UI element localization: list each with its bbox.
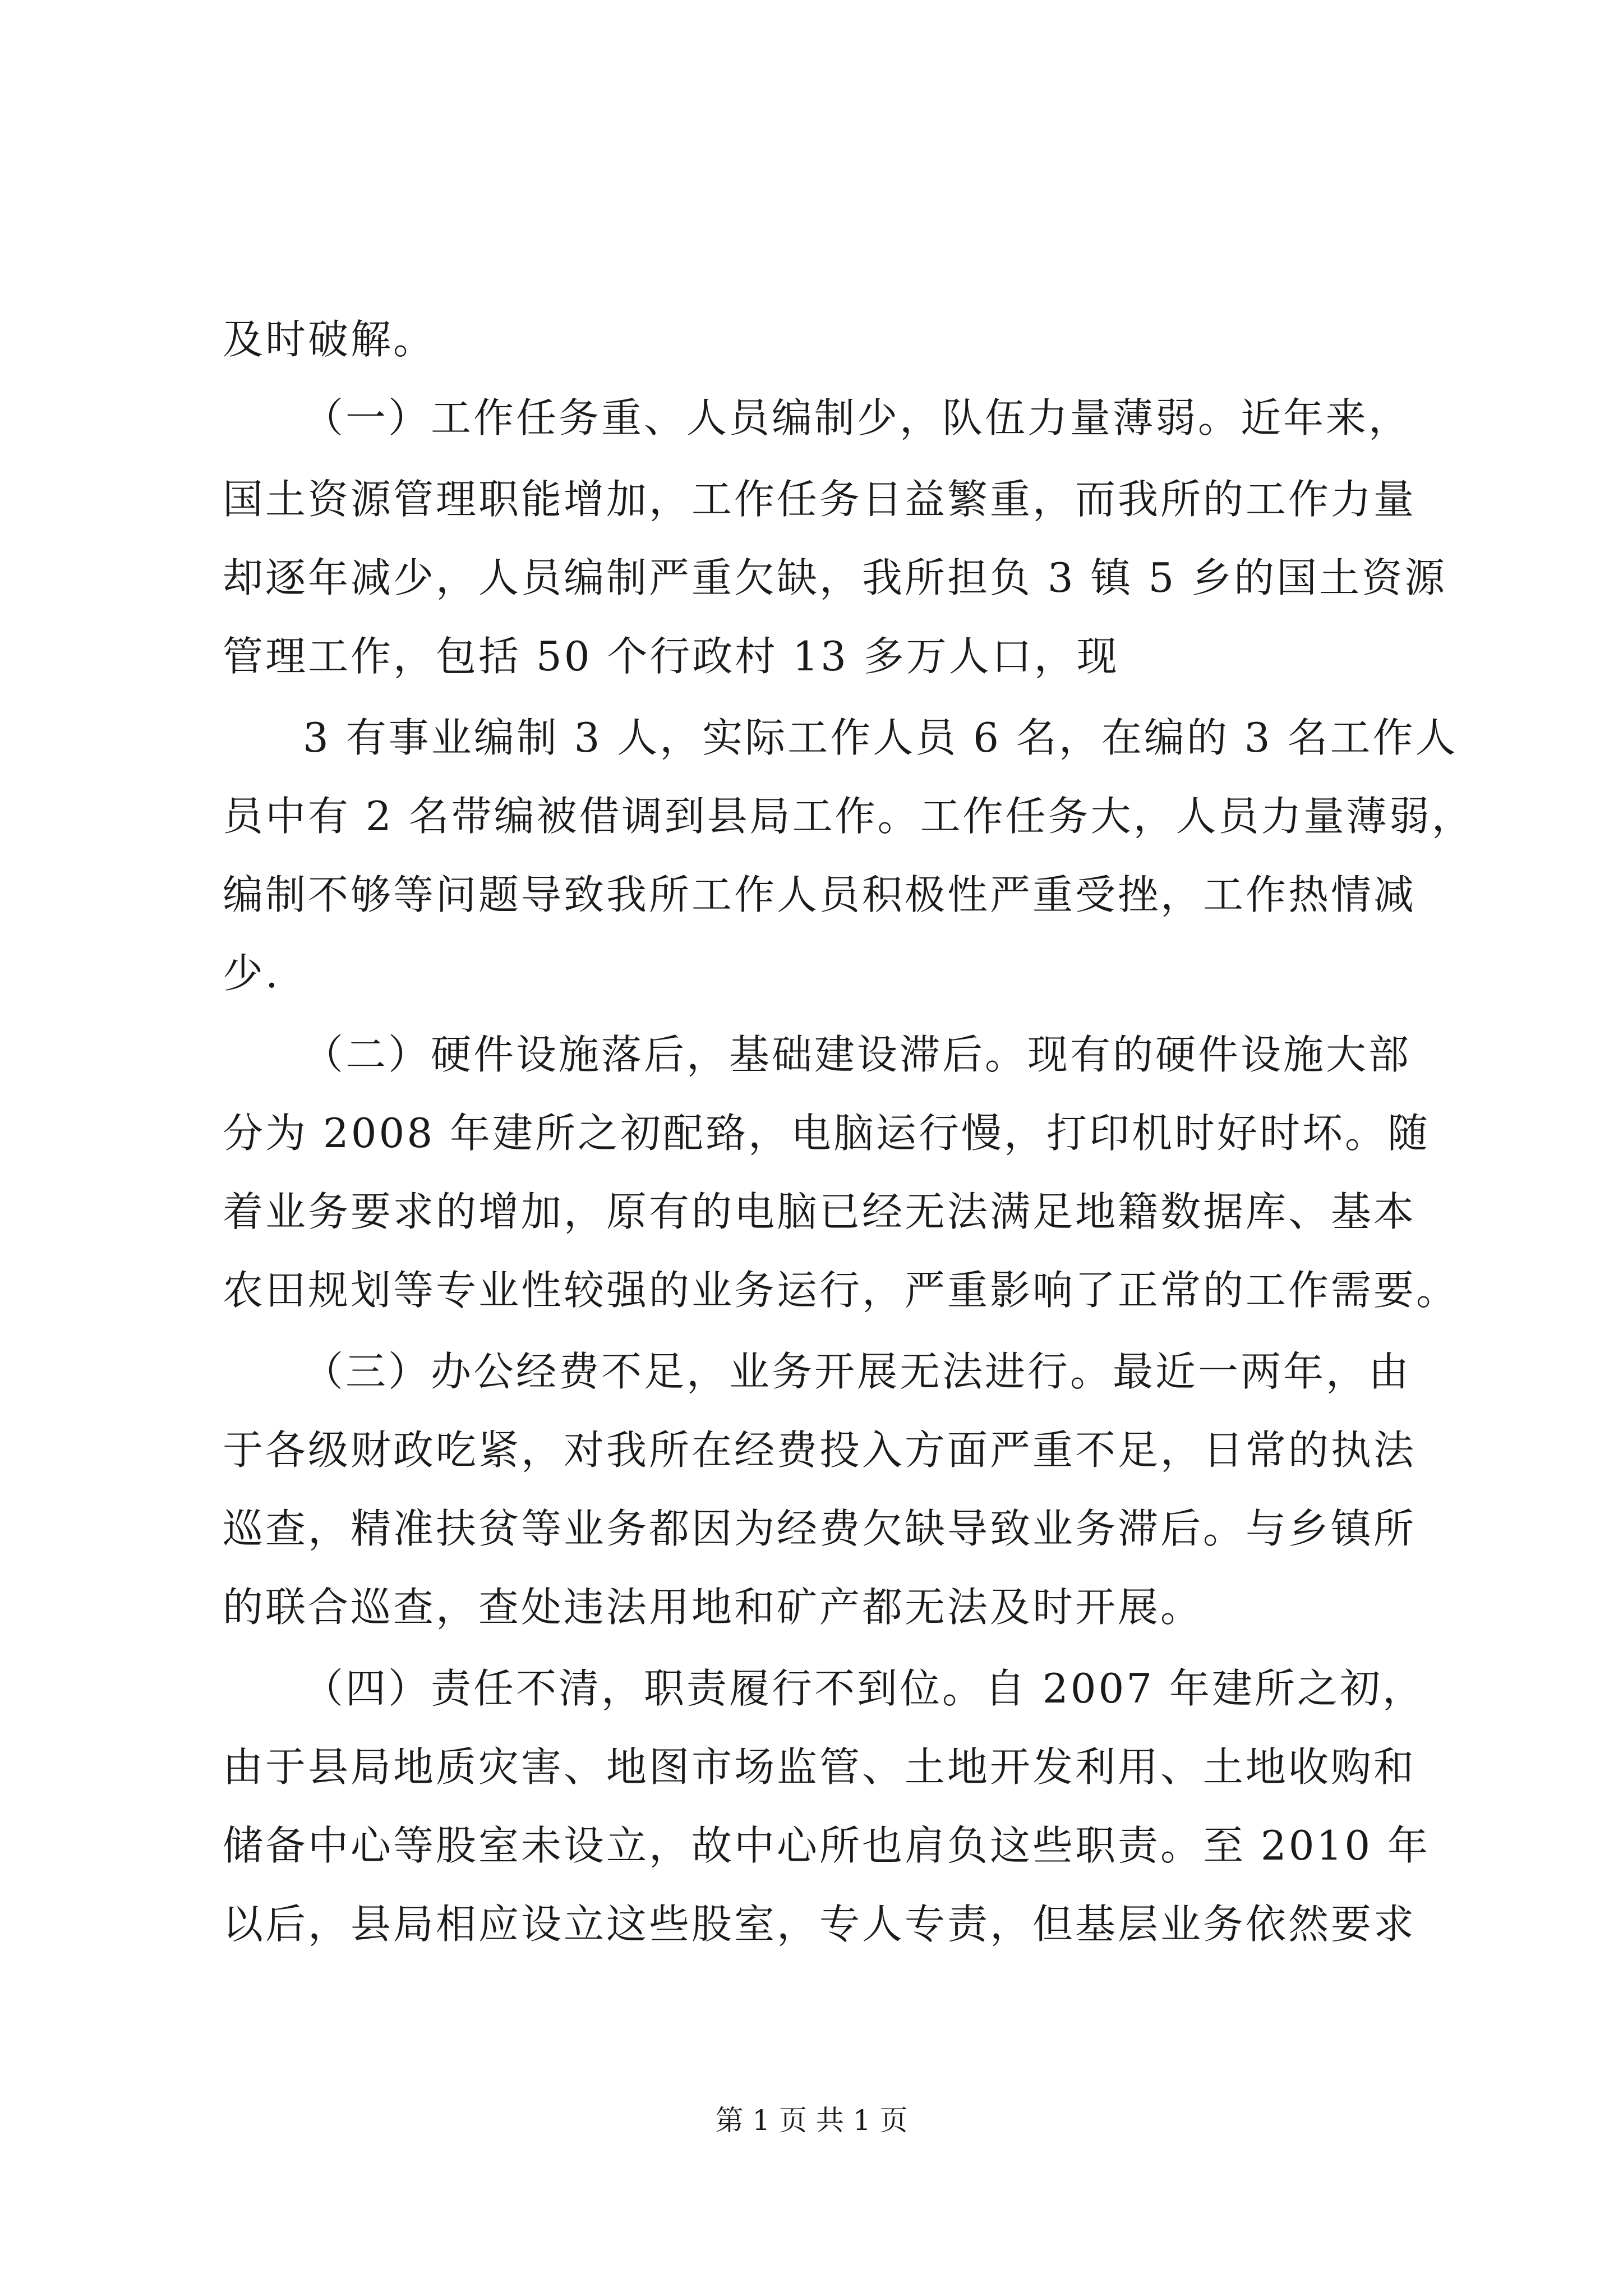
page-number-footer: 第 1 页 共 1 页	[715, 2104, 908, 2137]
text-line: 却逐年减少，人员编制严重欠缺，我所担负 3 镇 5 乡的国土资源	[223, 554, 1447, 601]
text-line: 分为 2008 年建所之初配臵，电脑运行慢，打印机时好时坏。随	[223, 1110, 1431, 1157]
text-line: 少.	[223, 950, 280, 997]
text-line: 巡查，精准扶贫等业务都因为经费欠缺导致业务滞后。与乡镇所	[223, 1505, 1417, 1552]
text-line: （一）工作任务重、人员编制少，队伍力量薄弱。近年来，	[303, 394, 1412, 441]
text-line: 储备中心等股室未设立，故中心所也肩负这些职责。至 2010 年	[223, 1822, 1431, 1869]
text-line: 员中有 2 名带编被借调到县局工作。工作任务大，人员力量薄弱，	[223, 793, 1474, 840]
text-line: 着业务要求的增加，原有的电脑已经无法满足地籍数据库、基本	[223, 1188, 1417, 1235]
text-line: 3 有事业编制 3 人，实际工作人员 6 名，在编的 3 名工作人	[303, 714, 1458, 761]
text-line: 农田规划等专业性较强的业务运行，严重影响了正常的工作需要。	[223, 1267, 1459, 1314]
text-line: 编制不够等问题导致我所工作人员积极性严重受挫，工作热情减	[223, 871, 1417, 918]
text-line: （二）硬件设施落后，基础建设滞后。现有的硬件设施大部	[303, 1031, 1412, 1078]
text-line: 管理工作，包括 50 个行政村 13 多万人口，现	[223, 633, 1119, 680]
text-line: 及时破解。	[223, 316, 436, 363]
text-line: （三）办公经费不足，业务开展无法进行。最近一两年，由	[303, 1348, 1412, 1395]
text-line: 国土资源管理职能增加，工作任务日益繁重，而我所的工作力量	[223, 476, 1417, 523]
text-line: 由于县局地质灾害、地图市场监管、土地开发利用、土地收购和	[223, 1743, 1417, 1791]
text-line: （四）责任不清，职责履行不到位。自 2007 年建所之初，	[303, 1665, 1426, 1712]
text-line: 以后，县局相应设立这些股室，专人专责，但基层业务依然要求	[223, 1901, 1417, 1948]
text-line: 的联合巡查，查处违法用地和矿产都无法及时开展。	[223, 1584, 1204, 1631]
text-line: 于各级财政吃紧，对我所在经费投入方面严重不足，日常的执法	[223, 1427, 1417, 1474]
